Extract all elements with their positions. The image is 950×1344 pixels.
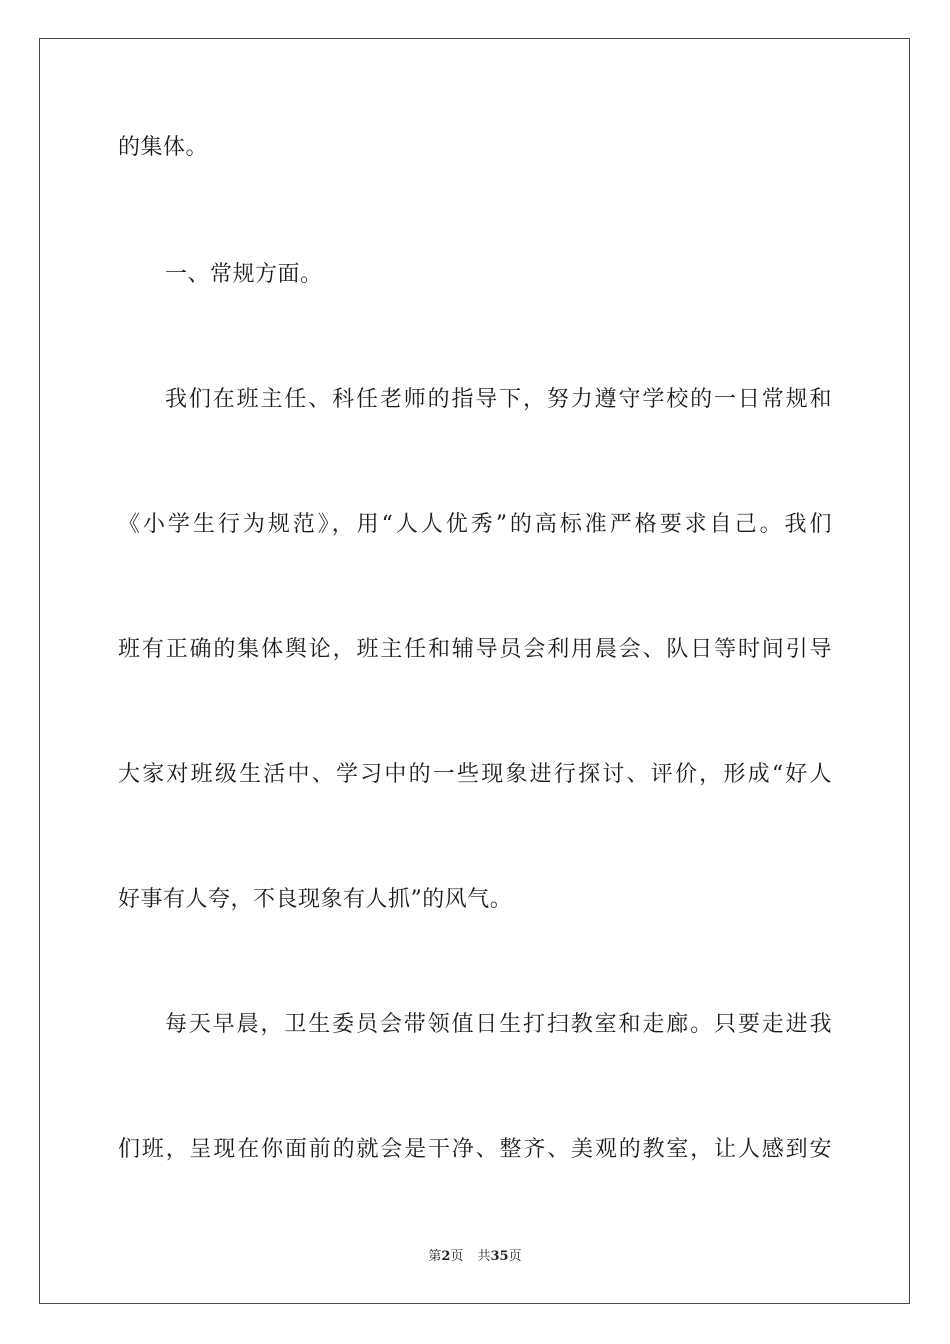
footer-total-prefix: 共 — [477, 1249, 491, 1264]
footer-total-suffix: 页 — [508, 1249, 522, 1264]
body-line-3: 我们在班主任、科任老师的指导下，努力遵守学校的一日常规和 — [165, 387, 832, 412]
footer-total-pages: 35 — [490, 1249, 509, 1264]
body-line-4: 《小学生行为规范》，用“人人优秀”的高标准严格要求自己。我们 — [118, 512, 832, 537]
footer-page-number: 2 — [441, 1249, 451, 1264]
body-line-6: 大家对班级生活中、学习中的一些现象进行探讨、评价，形成“好人 — [118, 762, 832, 787]
body-line-7: 好事有人夸，不良现象有人抓”的风气。 — [118, 887, 513, 912]
page-footer — [0, 1248, 950, 1266]
body-line-5: 班有正确的集体舆论，班主任和辅导员会利用晨会、队日等时间引导 — [118, 637, 832, 662]
footer-page-suffix: 页 — [450, 1249, 464, 1264]
section-heading: 一、常规方面。 — [165, 262, 323, 287]
body-line-8: 每天早晨，卫生委员会带领值日生打扫教室和走廊。只要走进我 — [165, 1012, 832, 1037]
page-frame — [39, 38, 910, 1304]
footer-page-prefix: 第 — [428, 1249, 442, 1264]
body-line-9: 们班，呈现在你面前的就会是干净、整齐、美观的教室，让人感到安 — [118, 1137, 832, 1162]
body-line-1: 的集体。 — [118, 135, 209, 160]
